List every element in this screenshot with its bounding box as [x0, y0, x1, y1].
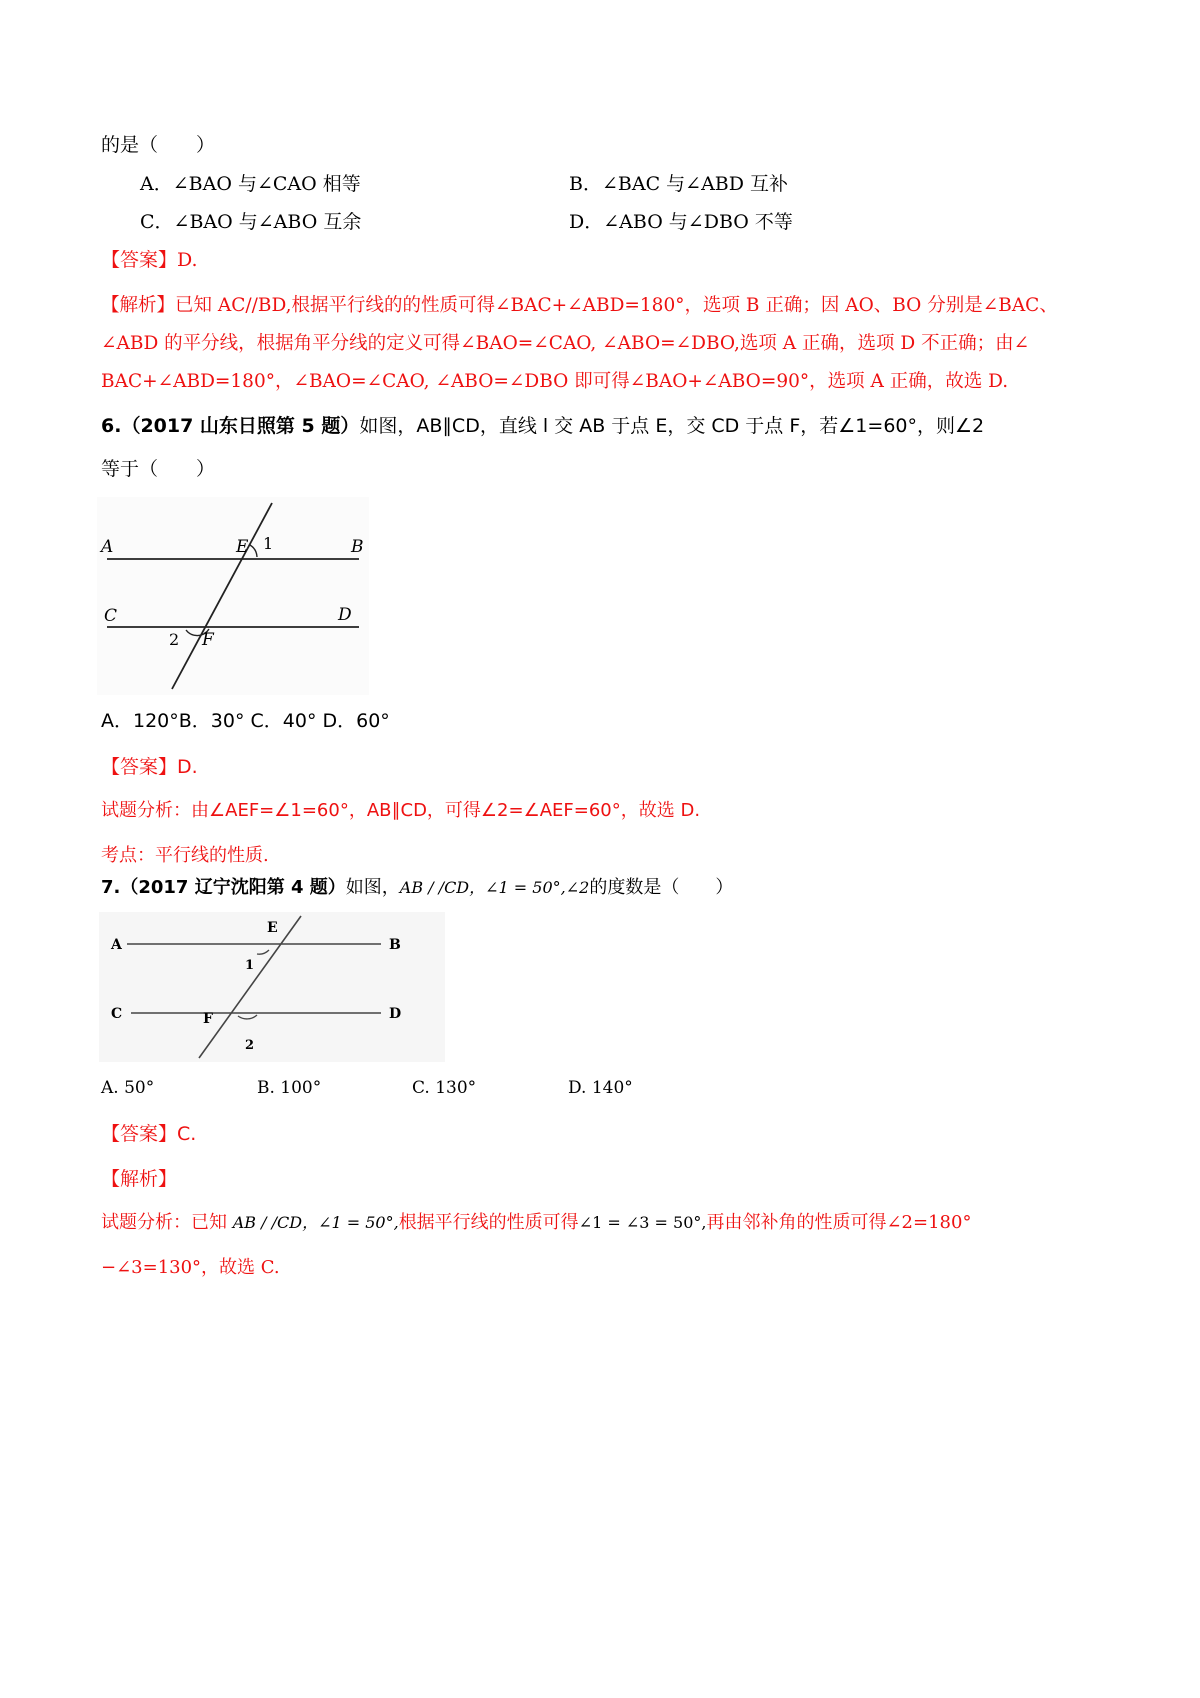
q6-label-e: E — [236, 537, 249, 557]
q6-options: A．120°B．30° C．40° D．60° — [101, 710, 390, 732]
q7-stem-post: 的度数是（ ） — [589, 877, 734, 898]
q6-stem-2: 等于（ ） — [101, 458, 216, 480]
q7-stem-pre: 如图， — [345, 877, 400, 898]
q7-figure — [99, 912, 445, 1062]
q7-source: 7.（2017 辽宁沈阳第 4 题） — [101, 877, 346, 898]
q7-analysis-1-post: 再由邻补角的性质可得∠2=180° — [706, 1212, 972, 1233]
q6-point: 考点：平行线的性质. — [101, 845, 269, 866]
q7-label-b: B — [389, 937, 401, 953]
q7-analysis-1-math: AB / /CD，∠1 = 50°, — [232, 1213, 399, 1232]
q6-figure — [97, 497, 369, 695]
q7-analysis-line-2: −∠3=130°，故选 C. — [101, 1257, 280, 1278]
q6-analysis: 试题分析：由∠AEF=∠1=60°，AB∥CD，可得∠2=∠AEF=60°，故选 D. — [101, 800, 701, 821]
q7-label-2: 2 — [245, 1038, 255, 1053]
q6-label-1: 1 — [263, 534, 274, 553]
q6-source: 6.（2017 山东日照第 5 题） — [101, 415, 360, 437]
q5-analysis-line-2: ∠ABD 的平分线，根据角平分线的定义可得∠BAO=∠CAO, ∠ABO=∠DBO,选项 A 正确，选项 D 不正确；由∠ — [101, 333, 1030, 354]
q7-analysis-title: 【解析】 — [101, 1168, 178, 1190]
q6-stem-text: 如图，AB∥CD，直线 l 交 AB 于点 E，交 CD 于点 F，若∠1=60°，则∠2 — [359, 415, 985, 437]
q7-analysis-1-pre: 试题分析：已知 — [101, 1212, 233, 1233]
q7-stem-math: AB / /CD，∠1 = 50°,∠2 — [399, 878, 590, 897]
q5-option-a: A．∠BAO 与∠CAO 相等 — [140, 173, 361, 195]
q6-figure-background — [97, 497, 369, 695]
q5-analysis-line-1: 【解析】已知 AC//BD,根据平行线的的性质可得∠BAC+∠ABD=180°，选项 B 正确；因 AO、BO 分别是∠BAC、 — [101, 295, 1058, 316]
q7-option-b: B. 100° — [257, 1078, 322, 1098]
q5-option-b: B．∠BAC 与∠ABD 互补 — [569, 173, 789, 195]
q7-label-e: E — [267, 920, 278, 936]
q7-option-c: C. 130° — [412, 1078, 477, 1098]
q7-label-f: F — [203, 1011, 213, 1027]
q7-label-a: A — [111, 937, 122, 953]
q5-option-d: D．∠ABO 与∠DBO 不等 — [569, 211, 793, 233]
q7-option-d: D. 140° — [568, 1078, 633, 1098]
q6-label-c: C — [104, 606, 118, 626]
q6-label-b: B — [351, 537, 364, 557]
q7-label-c: C — [111, 1006, 123, 1022]
q5-answer: 【答案】D. — [101, 249, 198, 271]
q6-label-f: F — [202, 630, 214, 650]
q6-label-2: 2 — [169, 630, 180, 649]
q5-stem-tail: 的是（ ） — [101, 134, 216, 156]
q7-analysis-1-mid: 根据平行线的性质可得 — [398, 1212, 579, 1233]
q6-stem — [101, 414, 984, 438]
q7-analysis-1-math2: ∠1 = ∠3 = 50°, — [578, 1213, 707, 1232]
q7-answer: 【答案】C. — [101, 1123, 197, 1145]
q6-answer: 【答案】D. — [101, 756, 198, 778]
q7-label-d: D — [389, 1006, 402, 1022]
q6-label-d: D — [338, 605, 352, 625]
q5-analysis-line-3: BAC+∠ABD=180°，∠BAO=∠CAO, ∠ABO=∠DBO 即可得∠BAO+∠ABO=90°，选项 A 正确，故选 D. — [101, 371, 1009, 392]
q5-option-c: C．∠BAO 与∠ABO 互余 — [140, 211, 362, 233]
q6-label-a: A — [101, 537, 114, 557]
q7-label-1: 1 — [245, 958, 255, 973]
q7-stem — [101, 876, 733, 900]
q7-analysis-line-1 — [101, 1211, 971, 1235]
q7-option-a: A. 50° — [101, 1078, 155, 1098]
